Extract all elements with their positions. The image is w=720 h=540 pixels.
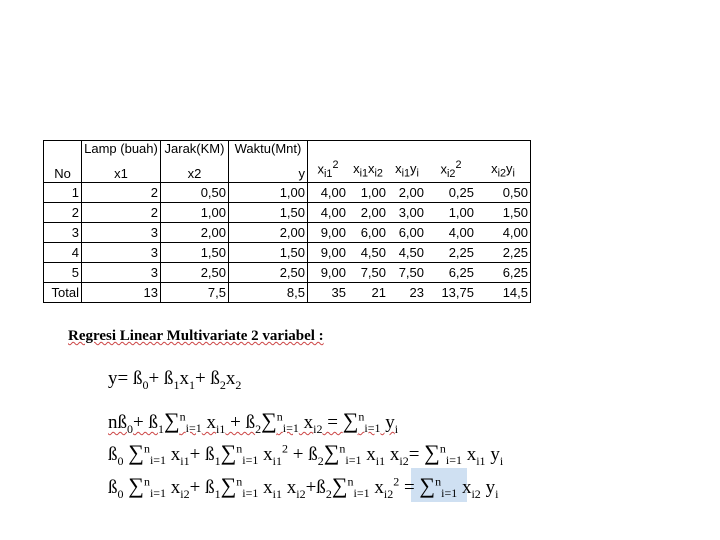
table-cell: 9,00	[308, 222, 349, 242]
table-cell: 1,00	[348, 182, 388, 202]
table-cell: 8,5	[229, 282, 308, 302]
table-cell: 7,50	[348, 262, 388, 282]
header-x1-squared: $x_{i1}^2$	[308, 157, 349, 182]
table-row	[44, 182, 531, 202]
table-cell: 6,00	[388, 222, 426, 242]
header-cell	[426, 141, 476, 158]
table-row	[44, 222, 531, 242]
table-cell: 6,25	[426, 262, 476, 282]
table-row	[44, 242, 531, 262]
table-cell: 0,50	[476, 182, 531, 202]
table-cell: 4,00	[308, 202, 349, 222]
table-cell: 3	[82, 262, 161, 282]
table-cell: 1,50	[161, 242, 229, 262]
table-cell: 6,00	[348, 222, 388, 242]
table-cell: 2	[82, 202, 161, 222]
table-cell: 4,00	[426, 222, 476, 242]
header-x2-squared: $x_{i2}^2$	[426, 157, 476, 182]
table-cell: 1,50	[229, 202, 308, 222]
header-lamp: Lamp (buah)	[82, 141, 161, 158]
data-table	[43, 140, 531, 303]
table-cell: 3	[82, 242, 161, 262]
header-no: No	[44, 157, 82, 182]
table-cell: 2,50	[229, 262, 308, 282]
table-cell: 7,50	[388, 262, 426, 282]
table-cell: 13,75	[426, 282, 476, 302]
table-cell: 2,00	[229, 222, 308, 242]
table-cell: 4,50	[388, 242, 426, 262]
formula-title: Regresi Linear Multivariate 2 variabel :	[68, 328, 324, 344]
table-cell: 2,50	[161, 262, 229, 282]
header-x2: x2	[161, 157, 229, 182]
header-cell	[308, 141, 349, 158]
header-row-1	[44, 141, 531, 158]
table-row	[44, 262, 531, 282]
table-cell: 4,00	[308, 182, 349, 202]
header-cell	[388, 141, 426, 158]
table-cell: 1,50	[476, 202, 531, 222]
equation-1: $y= ß_0+$ $ß_1x_1+$ $ß_2x_2$	[108, 368, 242, 392]
header-y: y	[229, 157, 308, 182]
header-cell	[44, 141, 82, 158]
table-cell: 6,25	[476, 262, 531, 282]
table-cell: 1	[44, 182, 82, 202]
table-cell: 2,00	[161, 222, 229, 242]
formula-image	[68, 320, 508, 505]
table-row	[44, 202, 531, 222]
table-cell: 23	[388, 282, 426, 302]
table-cell: 4,00	[476, 222, 531, 242]
header-x1-x2: $x_{i1}x_{i2}$	[348, 157, 388, 182]
table-cell: 21	[348, 282, 388, 302]
header-x1: x1	[82, 157, 161, 182]
table-cell: 13	[82, 282, 161, 302]
table-cell: 9,00	[308, 262, 349, 282]
total-row	[44, 282, 531, 302]
table-cell: 0,25	[426, 182, 476, 202]
header-x2-y: $x_{i2}y_i$	[476, 157, 531, 182]
header-cell	[348, 141, 388, 158]
header-jarak: Jarak(KM)	[161, 141, 229, 158]
header-row-2	[44, 157, 531, 182]
table-cell: 1,00	[229, 182, 308, 202]
equation-2: $nß_0+$ $ß_1\sum^n_{i=1}$ $x_{i1}$ + $ß_2\sum^n_{i=1}$ $x_{i2} = \sum^n_{i=1}$ $y_i$	[108, 408, 399, 436]
table-cell: 1,00	[426, 202, 476, 222]
table-cell: 14,5	[476, 282, 531, 302]
header-waktu: Waktu(Mnt)	[229, 141, 308, 158]
table-cell: 2,00	[348, 202, 388, 222]
equation-3: $ß_0$ ∑$^n_{i=1}$ $x_{i1}+$ $ß_1\sum^n_{i=1}$ $x_{i1}^2$ + $ß_2\sum^n_{i=1}$ $x_{i1}$ $x_{i2}= \sum^n_{i=1}$ $x_{i1}$ $y_i$	[108, 440, 504, 468]
table-cell: 2,25	[426, 242, 476, 262]
header-cell	[476, 141, 531, 158]
table-cell: 7,5	[161, 282, 229, 302]
table-cell: 1,50	[229, 242, 308, 262]
table-cell: 3	[82, 222, 161, 242]
table-cell: 4	[44, 242, 82, 262]
table-cell: 2,00	[388, 182, 426, 202]
table-cell: 5	[44, 262, 82, 282]
equation-4: $ß_0$ ∑$^n_{i=1}$ $x_{i2}+$ $ß_1\sum^n_{i=1}$ $x_{i1}$ $x_{i2}+ß_2\sum^n_{i=1}$ $x_{i2}^2 = \sum^n_{i=1}$ $x_{i2}$ $y_i$	[108, 473, 499, 501]
table-cell: 1,00	[161, 202, 229, 222]
table-cell: 9,00	[308, 242, 349, 262]
table-cell: 35	[308, 282, 349, 302]
table-cell: 0,50	[161, 182, 229, 202]
table-cell: 2	[44, 202, 82, 222]
table-cell: 2,25	[476, 242, 531, 262]
table-cell: 3,00	[388, 202, 426, 222]
total-label: Total	[44, 282, 82, 302]
table-cell: 2	[82, 182, 161, 202]
table-cell: 4,50	[348, 242, 388, 262]
header-x1-y: $x_{i1}y_i$	[388, 157, 426, 182]
table-cell: 3	[44, 222, 82, 242]
